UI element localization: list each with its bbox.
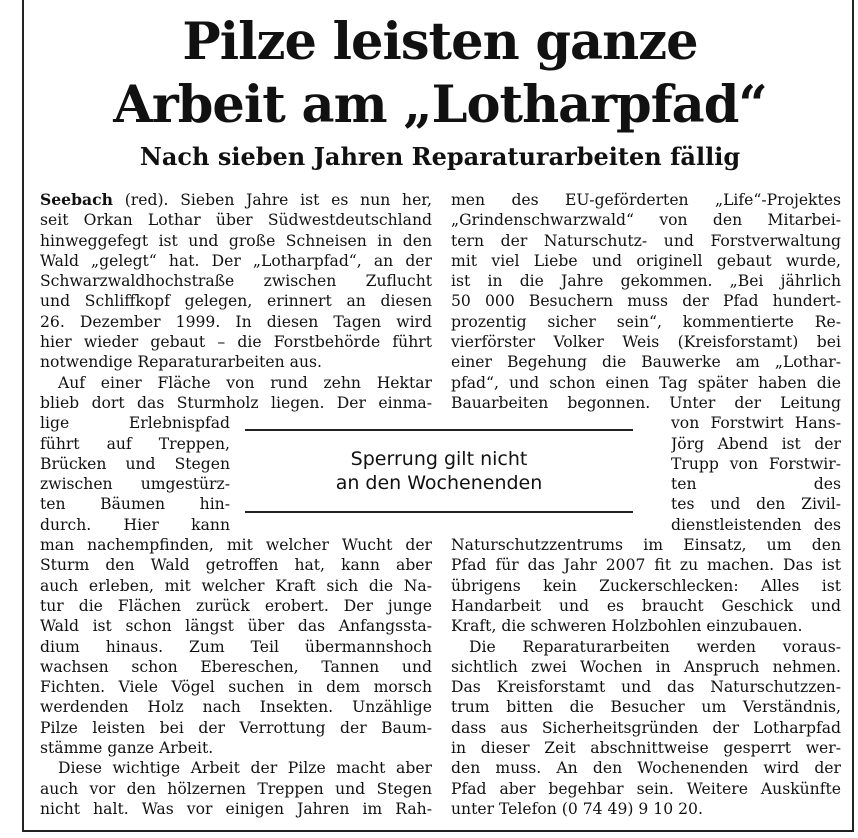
text-line: Pfad für das Jahr 2007 fit zu machen. Das ist: [451, 556, 841, 575]
text-line: Fichten. Viele Vögel suchen in dem morsch: [40, 678, 432, 697]
text-line: dium hinaus. Zum Teil übermannshoch: [40, 637, 432, 656]
text-line: ist in die Jahre gekommen. „Bei jährlich: [451, 272, 841, 291]
text-line: Sturm den Wald getroffen hat, kann aber: [40, 556, 432, 575]
text-line: Diese wichtige Arbeit der Pilze macht aber: [58, 759, 432, 778]
pull-quote-top-rule: [245, 429, 633, 431]
text-line: notwendige Reparaturarbeiten aus.: [40, 353, 322, 372]
text-line: übrigens kein Zuckerschlecken: Alles ist: [451, 576, 841, 595]
text-line: men des EU-geförderten „Life“-Projektes: [451, 191, 841, 209]
text-line: stämme ganze Arbeit.: [40, 739, 214, 758]
text-line: werdenden Holz nach Insekten. Unzählige: [40, 698, 432, 717]
text-line: Schwarzwaldhochstraße zwischen Zuflucht: [40, 272, 432, 291]
text-line: Pfad aber begehbar sein. Weitere Auskünfte: [451, 779, 841, 798]
text-line: pfad“, und schon einen Tag später haben die: [451, 373, 841, 392]
text-line: ten Bäumen hin-: [40, 495, 230, 514]
text-line: vierförster Volker Weis (Kreisforstamt) bei: [451, 333, 841, 352]
text-line: 50 000 Besuchern muss der Pfad hundert-: [451, 292, 841, 311]
frame-left-border: [22, 0, 24, 832]
text-line: sichtlich zwei Wochen in Anspruch nehmen.: [451, 657, 841, 676]
frame-right-border: [852, 0, 854, 832]
text-line: hier wieder gebaut – die Forstbehörde führt: [40, 333, 432, 352]
frame-bottom-border: [22, 830, 854, 832]
text-line: wachsen schon Ebereschen, Tannen und: [40, 657, 432, 676]
headline-line-2: Arbeit am „Lotharpfad“: [113, 75, 767, 135]
text-line: Jörg Abend ist der: [671, 434, 841, 453]
text-line: mit viel Liebe und originell gebaut wurde,: [451, 251, 841, 270]
text-line: Brücken und Stegen: [40, 454, 230, 473]
pull-quote-line-2: an den Wochenenden: [335, 472, 543, 494]
text-line: lige Erlebnispfad: [40, 414, 230, 433]
text-line: Wald „gelegt“ hat. Der „Lotharpfad“, an der: [40, 251, 432, 270]
pull-quote-line-1: Sperrung gilt nicht: [350, 448, 528, 470]
text-line: tes und den Zivil-: [671, 495, 841, 514]
subheadline: Nach sieben Jahren Reparaturarbeiten fällig: [139, 142, 741, 171]
dateline: Seebach: [40, 190, 113, 209]
text-line: den muss. An den Wochenenden wird der: [451, 759, 841, 778]
text-line: unter Telefon (0 74 49) 9 10 20.: [451, 799, 703, 818]
text-line: Pilze leisten bei der Verrottung der Baum-: [40, 718, 432, 737]
text-line: tur die Flächen zurück erobert. Der junge: [40, 596, 432, 615]
text-line: hinweggefegt ist und große Schneisen in den: [40, 231, 432, 250]
text-line: trum bitten die Besucher um Verständnis,: [451, 698, 841, 717]
text-line: dass aus Sicherheitsgründen der Lotharpfad: [451, 718, 841, 737]
text-line: und Schliffkopf gelegen, erinnert an diesen: [40, 292, 432, 311]
text-line: von Forstwirt Hans-: [671, 414, 841, 433]
text-line: man nachempfinden, mit welcher Wucht der: [40, 536, 432, 555]
text-line: Trupp von Forstwir-: [671, 454, 841, 473]
text-line: durch. Hier kann: [40, 515, 230, 534]
text-line: auch vor den hölzernen Treppen und Stegen: [40, 779, 432, 798]
text-line: Wald ist schon längst über das Anfangssta-: [40, 617, 432, 636]
text-line: ten des: [671, 475, 841, 494]
text-line: dienstleistenden des: [671, 515, 841, 534]
text-line: Naturschutzzentrums im Einsatz, um den: [451, 536, 841, 555]
headline-line-1: Pilze leisten ganze: [182, 12, 698, 72]
text-line: blieb dort das Sturmholz liegen. Der einma-: [40, 393, 432, 412]
text-line: prozentig sicher sein“, kommentierte Re-: [451, 312, 841, 331]
text-line: Kraft, die schweren Holzbohlen einzubauen.: [451, 617, 803, 636]
text-line: seit Orkan Lothar über Südwestdeutschland: [40, 211, 432, 230]
text-line: Auf einer Fläche von rund zehn Hektar: [58, 373, 432, 392]
text-line: Seebach (red). Sieben Jahre ist es nun her,: [40, 190, 432, 209]
text-line: einer Begehung die Bauwerke am „Lothar-: [451, 353, 841, 372]
text-line: auch erleben, mit welcher Kraft sich die Na-: [40, 576, 432, 595]
text-line: Die Reparaturarbeiten werden voraus-: [469, 637, 841, 656]
text-line: Handarbeit und es braucht Geschick und: [451, 596, 841, 615]
text-line: führt auf Treppen,: [40, 434, 230, 453]
pull-quote-text: [245, 447, 633, 495]
text-line: 26. Dezember 1999. In diesen Tagen wird: [40, 312, 432, 331]
text-line: „Grindenschwarzwald“ von den Mitarbei-: [451, 211, 841, 230]
text-line: zwischen umgestürz-: [40, 475, 230, 494]
text-line: Das Kreisforstamt und das Naturschutzzen-: [451, 678, 841, 697]
pull-quote-bottom-rule: [245, 511, 633, 513]
text-line: Bauarbeiten begonnen. Unter der Leitung: [451, 393, 841, 412]
text-line: in dieser Zeit abschnittweise gesperrt wer-: [451, 739, 841, 758]
text-line: tern der Naturschutz- und Forstverwaltung: [451, 231, 841, 250]
text-line: nicht halt. Was vor einigen Jahren im Rah-: [40, 799, 432, 818]
pull-quote: [245, 425, 633, 513]
